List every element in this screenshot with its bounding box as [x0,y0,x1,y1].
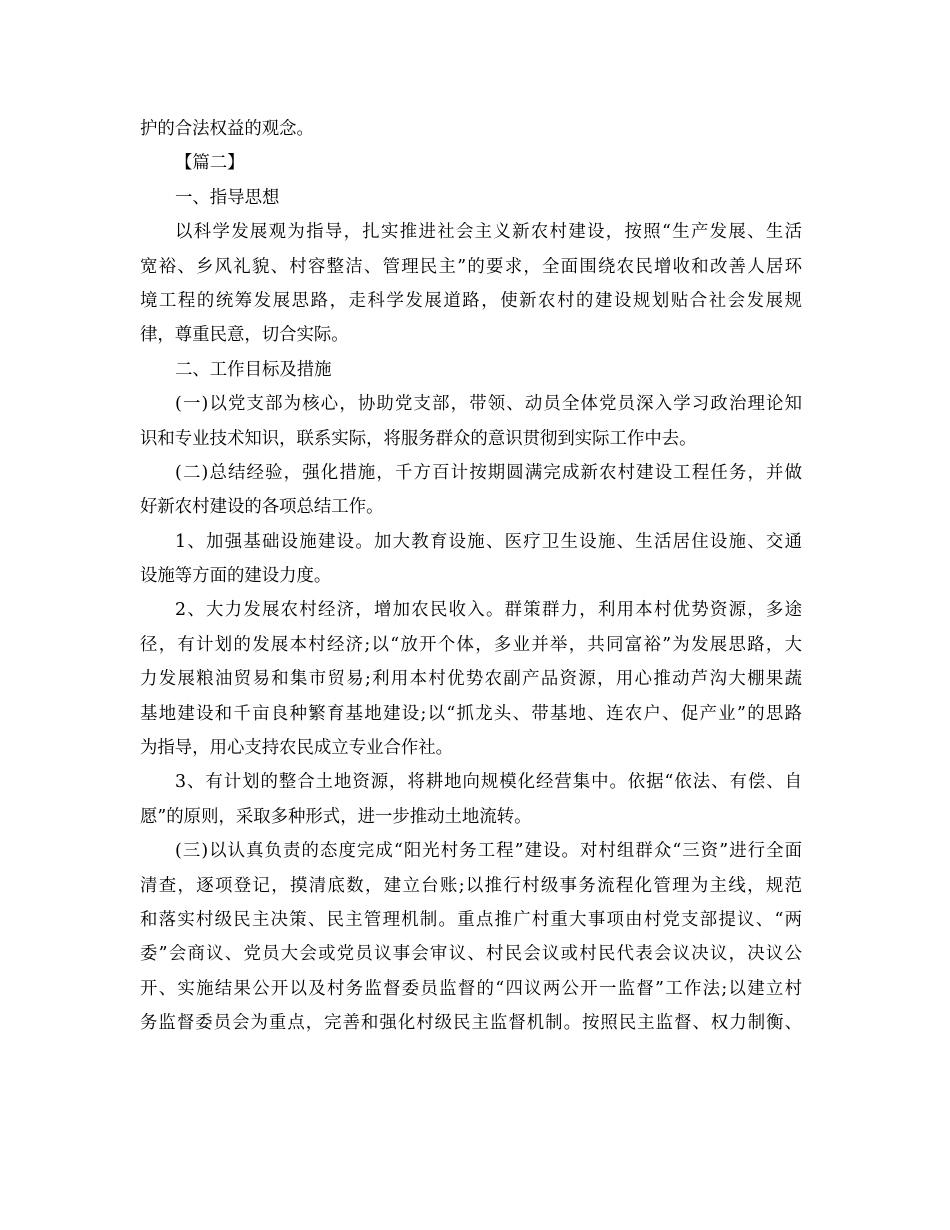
text-line: 一、指导思想 [175,187,280,208]
text-line: 1、加强基础设施建设。加大教育设施、医疗卫生设施、生活居住设施、交通 [175,531,802,552]
text-line: 【篇二】 [175,153,245,174]
text-line: 好新农村建设的各项总结工作。 [140,497,384,518]
text-line: 愿”的原则，采取多种形式，进一步推动土地流转。 [140,806,532,827]
text-line: 为指导，用心支持农民成立专业合作社。 [140,738,454,759]
text-line: 基地建设和千亩良种繁育基地建设;以“抓龙头、带基地、连农户、促产业”的思路 [140,703,802,724]
text-line: 护的合法权益的观念。 [140,119,314,139]
text-line: 务监督委员会为重点，完善和强化村级民主监督机制。按照民主监督、权力制衡、 [140,1013,802,1034]
text-line: 开、实施结果公开以及村务监督委员监督的“四议两公开一监督”工作法;以建立村 [140,978,802,999]
text-line: 二、工作目标及措施 [175,359,332,380]
text-line: 径，有计划的发展本村经济;以“放开个体，多业并举，共同富裕”为发展思路，大 [140,634,802,655]
text-line: 识和专业技术知识，联系实际，将服务群众的意识贯彻到实际工作中去。 [140,428,697,449]
text-line: 宽裕、乡风礼貌、村容整洁、管理民主”的要求，全面围绕农民增收和改善人居环 [140,256,802,277]
document-body [140,112,802,1041]
text-line: 清查，逐项登记，摸清底数，建立台账;以推行村级事务流程化管理为主线，规范 [140,875,802,896]
text-line: 2、大力发展农村经济，增加农民收入。群策群力，利用本村优势资源，多途 [175,600,802,621]
text-line: (二)总结经验，强化措施，千方百计按期圆满完成新农村建设工程任务，并做 [175,462,802,483]
text-line: 以科学发展观为指导，扎实推进社会主义新农村建设，按照“生产发展、生活 [175,222,802,243]
text-line: (三)以认真负责的态度完成“阳光村务工程”建设。对村组群众“三资”进行全面 [175,841,802,862]
text-line: (一)以党支部为核心，协助党支部，带领、动员全体党员深入学习政治理论知 [175,394,802,415]
text-line: 律，尊重民意，切合实际。 [140,325,349,346]
text-line: 委”会商议、党员大会或党员议事会审议、村民会议或村民代表会议决议，决议公 [140,944,802,965]
text-line: 境工程的统筹发展思路，走科学发展道路，使新农村的建设规划贴合社会发展规 [140,290,802,311]
text-line: 和落实村级民主决策、民主管理机制。重点推广村重大事项由村党支部提议、“两 [140,909,802,930]
text-line: 3、有计划的整合土地资源，将耕地向规模化经营集中。依据“依法、有偿、自 [175,772,802,793]
text-line: 力发展粮油贸易和集市贸易;利用本村优势农副产品资源，用心推动芦沟大棚果蔬 [140,669,802,690]
text-line: 设施等方面的建设力度。 [140,566,332,587]
